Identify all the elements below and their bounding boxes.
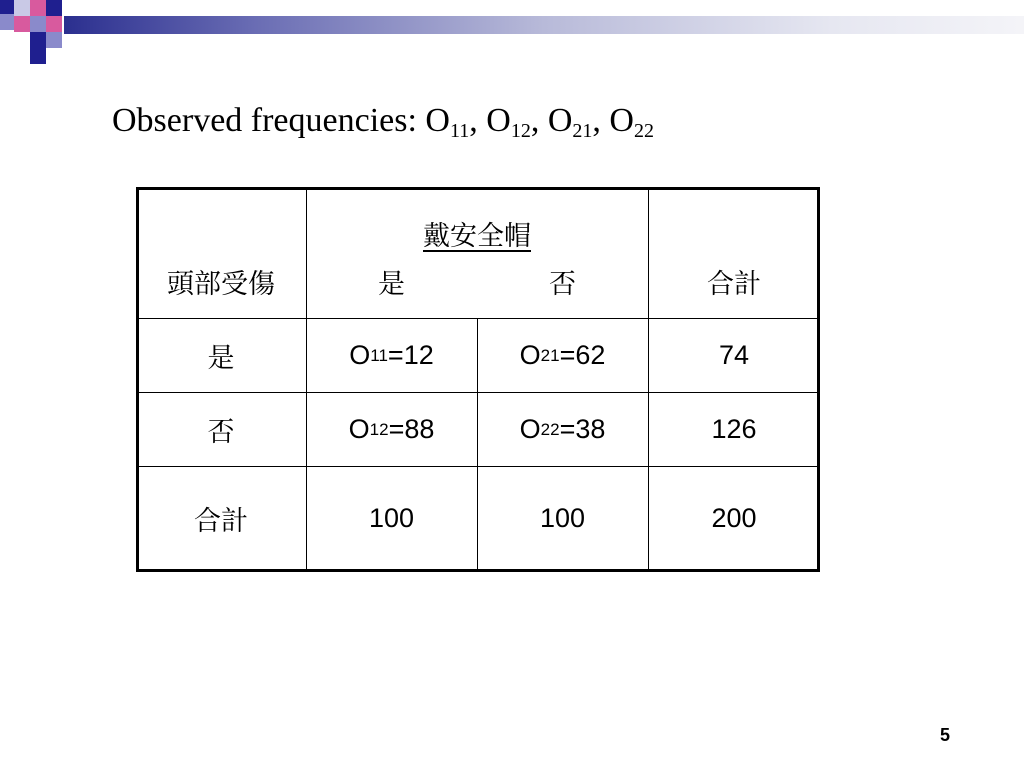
- contingency-table: [136, 187, 820, 572]
- col-header-total: 合計: [707, 268, 761, 300]
- table-cell-o12: O 12 =88: [348, 414, 435, 444]
- logo-square: [0, 0, 14, 14]
- table-border: [136, 187, 820, 190]
- col-header-no: 否: [549, 268, 576, 300]
- table-border: [136, 569, 820, 572]
- logo-square: [14, 0, 30, 16]
- logo-square: [30, 48, 46, 64]
- table-cell-o11: O 11 =12: [349, 340, 434, 370]
- logo-square: [14, 16, 30, 32]
- logo-square: [46, 32, 62, 48]
- group-header: 戴安全帽: [423, 220, 531, 252]
- table-cell-o22: O 22 =38: [519, 414, 606, 444]
- logo-square: [46, 0, 62, 16]
- table-cell-o21: O 21 =62: [519, 340, 606, 370]
- row-header-label: 頭部受傷: [167, 268, 275, 300]
- row-label-yes: 是: [207, 343, 235, 374]
- table-cell-col-total: 100: [368, 502, 415, 533]
- header-gradient-bar: [64, 16, 1024, 34]
- logo-square: [30, 0, 46, 16]
- page-number: 5: [940, 725, 951, 745]
- table-cell-col-total: 100: [539, 502, 586, 533]
- logo-square: [30, 16, 46, 32]
- row-label-total: 合計: [194, 505, 248, 537]
- table-cell-row-total: 126: [711, 414, 757, 444]
- col-header-yes: 是: [378, 268, 405, 300]
- slide-title: Observed frequencies: $O_{11}$, $O_{12}$, $O_{21}$, $O_{22}$: [112, 102, 654, 142]
- row-label-no: 否: [207, 417, 235, 448]
- logo-square: [0, 14, 14, 30]
- table-cell-grand-total: 200: [711, 502, 757, 533]
- table-cell-row-total: 74: [718, 340, 750, 370]
- logo-square: [30, 32, 46, 48]
- logo-square: [46, 16, 62, 32]
